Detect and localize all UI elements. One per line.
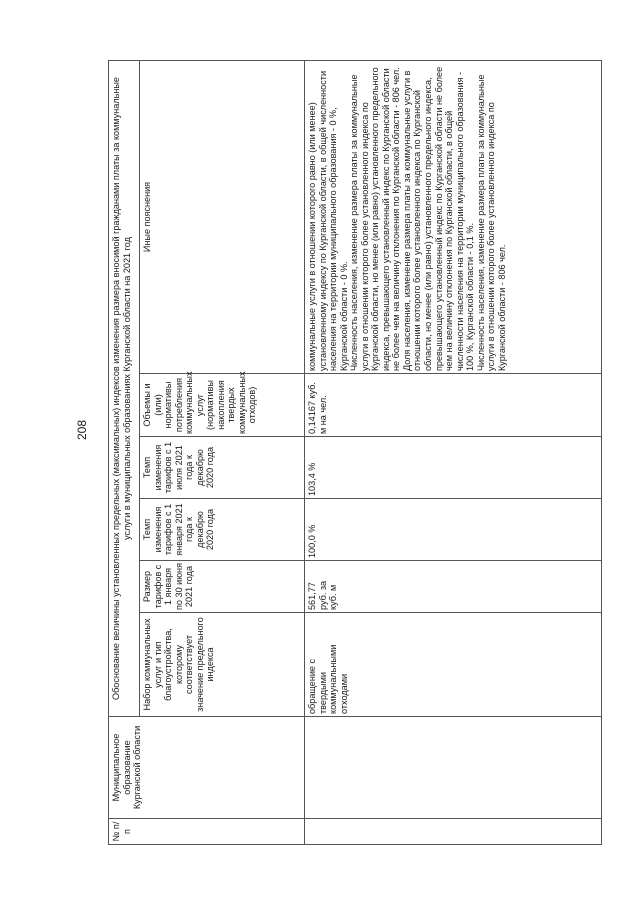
header-service-set: Набор коммунальных услуг и тип благоустройства, которому соответствует значение предельного индекса (140, 613, 305, 717)
page-number: 208 (75, 419, 89, 440)
cell-no (305, 819, 602, 845)
cell-notes (305, 61, 602, 374)
header-tariff-change-july: Темп изменения тарифов с 1 июля 2021 года к декабрю 2020 года (140, 437, 305, 499)
cell-tariff-change-january: 100,0 % (305, 499, 602, 561)
cell-service: обращение с твердыми коммунальными отходами (305, 613, 602, 717)
header-volumes: Объемы и (или) нормативы потребления коммунальных услуг (нормативы накопления твердых коммунальных отходов) (140, 374, 305, 437)
cell-tariff-size: 561,77 руб. за куб. м (305, 561, 602, 613)
table-row (305, 61, 602, 845)
note-paragraph: коммунальные услуги в отношении которого равно (или менее) установленному индексу по Курганской области, в общей численности населения на территории муниципального образования - 0 %, Курганской области - 0 %. (307, 70, 349, 371)
header-municipality: Муниципальное образование Курганской области (109, 717, 305, 819)
header-tariff-size: Размер тарифов с 1 января по 30 июня 2021 года (140, 561, 305, 613)
cell-tariff-change-july: 103,4 % (305, 437, 602, 499)
cell-volume: 0,14167 куб. м на чел. (305, 374, 602, 437)
rotated-table-container (108, 60, 608, 845)
tariff-justification-table (108, 60, 602, 845)
cell-municipality (305, 717, 602, 819)
header-other-notes: Иные пояснения (140, 61, 305, 374)
note-paragraph: Численность населения, изменение размера платы за коммунальные услуги в отношении которого более установленного индекса по Курганской области, но менее (или равно) установленного предельного индекса, превышающего установленный индекс по Курганской области не более чем на величину отклонения по Курганской области - 806 чел. (349, 67, 402, 371)
header-no: № п/п (109, 819, 305, 845)
note-paragraph: Численность населения, изменение размера платы за коммунальные услуги в отношении которого более установленного индекса по Курганской области - 806 чел. (475, 74, 507, 371)
header-justification-group: Обоснование величины установленных предельных (максимальных) индексов изменения размера вносимой гражданами платы за коммунальные услуги в муниципальных образованиях Курганской области на 2021 год (109, 61, 140, 717)
header-tariff-change-january: Темп изменения тарифов с 1 января 2021 года к декабрю 2020 года (140, 499, 305, 561)
note-paragraph: Доля населения, изменение размера платы за коммунальные услуги в отношении которого более установленного индекса по Курганской области, но менее (или равно) установленного предельного индекса, превышающего установленный индекс по Курганской области не более чем на величину отклонения по Курганской области, в общей численности населения на территории муниципального образования - 100 %, Курганской области - 0,1 %. (401, 66, 476, 371)
